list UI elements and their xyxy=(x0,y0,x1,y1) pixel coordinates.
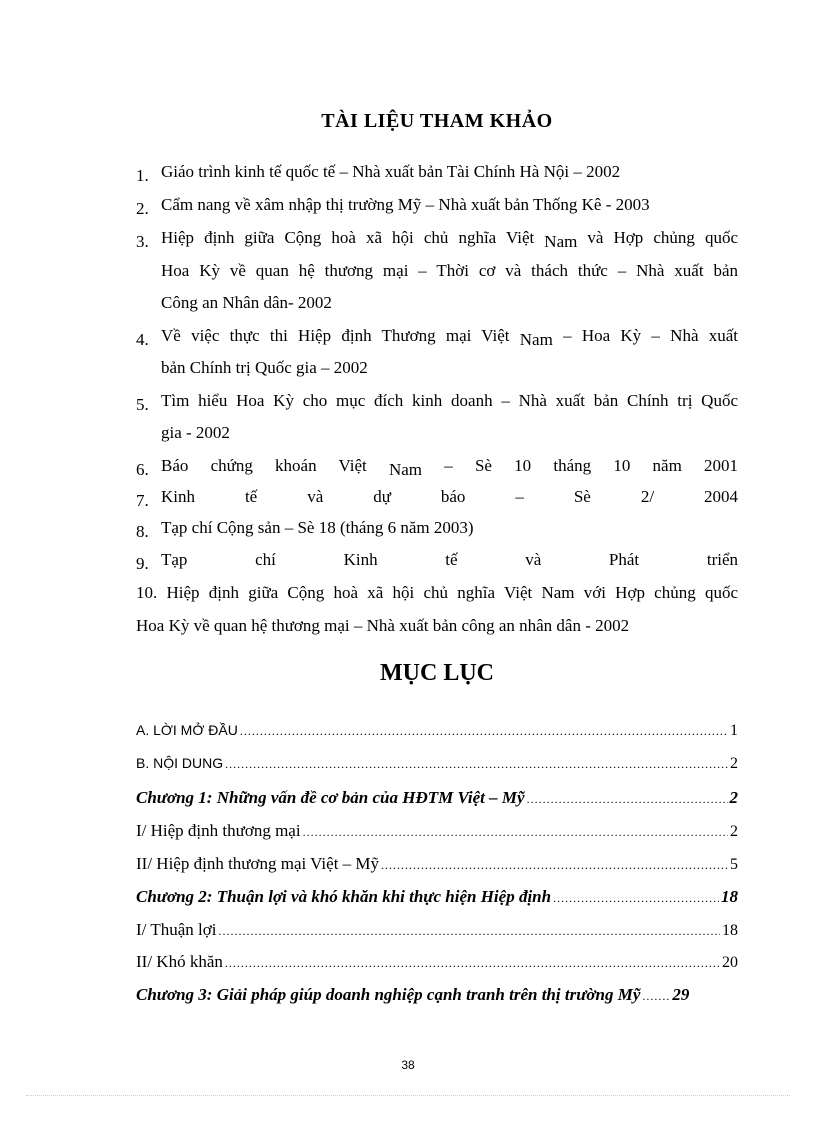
reference-item xyxy=(136,226,738,250)
reference-number: 9. xyxy=(136,554,149,573)
reference-text-line: Hoa Kỳ về quan hệ thương mại – Thời cơ và thách thức – Nhà xuất bản xyxy=(161,261,738,280)
toc-page-number: 1 xyxy=(730,722,738,739)
toc-page-number: 2 xyxy=(730,823,738,840)
reference-item xyxy=(136,389,738,413)
dot-leader xyxy=(553,891,719,906)
toc-page-number: 29 xyxy=(672,985,690,1004)
reference-item xyxy=(136,454,738,478)
toc-chapter-entry: Chương 2: Thuận lợi và khó khăn khi thực hiện Hiệp định ..... 18 xyxy=(136,887,738,913)
reference-item xyxy=(136,160,738,184)
reference-number: 6. xyxy=(136,460,149,479)
toc-entry: B. NỘI DUNG ..... 2 xyxy=(136,755,738,781)
reference-number: 4. xyxy=(136,330,149,349)
dot-leader xyxy=(218,924,720,939)
dot-leader xyxy=(225,956,720,971)
toc-page-number: 5 xyxy=(730,856,738,873)
toc-entry: A. LỜI MỞ ĐẦU ..... 1 xyxy=(136,722,738,748)
toc-entry: I/ Hiệp định thương mại ..... 2 xyxy=(136,821,738,847)
dot-leader xyxy=(381,858,728,873)
toc-page-number: 18 xyxy=(722,922,738,939)
reference-text: 10. Hiệp định giữa Cộng hoà xã hội chủ nghĩa Việt Nam với Hợp chủng quốc xyxy=(136,583,738,602)
reference-item xyxy=(136,485,738,509)
dot-leader xyxy=(527,792,728,807)
dot-leader xyxy=(642,989,670,1004)
toc-page-number: 2 xyxy=(729,788,738,807)
reference-text-line: Hoa Kỳ về quan hệ thương mại – Nhà xuất bản công an nhân dân - 2002 xyxy=(136,616,630,635)
toc-chapter-entry: Chương 1: Những vấn đề cơ bản của HĐTM Việt – Mỹ ..... 2 xyxy=(136,788,738,814)
reference-item xyxy=(136,516,738,540)
reference-number: 1. xyxy=(136,166,149,185)
reference-text: Hiệp định giữa Cộng hoà xã hội chủ nghĩa Việt Nam và Hợp chủng quốc xyxy=(161,228,738,251)
toc-entry: II/ Hiệp định thương mại Việt – Mỹ ..... 5 xyxy=(136,854,738,880)
toc-title: MỤC LỤC xyxy=(380,660,494,686)
reference-text: Cẩm nang về xâm nhập thị trường Mỹ – Nhà xuất bản Thống Kê - 2003 xyxy=(161,195,650,214)
toc-entry: II/ Khó khăn ..... 20 xyxy=(136,952,738,978)
reference-item xyxy=(136,548,738,572)
toc-entry: I/ Thuận lợi ..... 18 xyxy=(136,920,738,946)
toc-page-number: 2 xyxy=(730,755,738,772)
dot-leader xyxy=(303,825,728,840)
footer-divider xyxy=(26,1095,790,1096)
reference-number: 5. xyxy=(136,395,149,414)
reference-text: Kinh tế và dự báo – Sè 2/ 2004 xyxy=(161,487,738,506)
references-title: TÀI LIỆU THAM KHẢO xyxy=(321,110,553,132)
reference-text: Tạp chí Cộng sản – Sè 18 (tháng 6 năm 2003) xyxy=(161,518,474,537)
reference-number: 3. xyxy=(136,232,149,251)
toc-chapter-entry: Chương 3: Giải pháp giúp doanh nghiệp cạnh tranh trên thị trường Mỹ ..... 29 xyxy=(136,985,738,1011)
toc-page-number: 20 xyxy=(722,954,738,971)
reference-number: 2. xyxy=(136,199,149,218)
reference-item xyxy=(136,324,738,348)
reference-item xyxy=(136,193,738,217)
reference-text-line: gia - 2002 xyxy=(161,423,230,442)
page-number: 38 xyxy=(401,1058,415,1072)
reference-text-line: bản Chính trị Quốc gia – 2002 xyxy=(161,358,368,377)
reference-text-line: Công an Nhân dân- 2002 xyxy=(161,293,332,312)
reference-number: 7. xyxy=(136,491,149,510)
reference-text: Về việc thực thi Hiệp định Thương mại Việt Nam – Hoa Kỳ – Nhà xuất xyxy=(161,326,739,349)
reference-text: Báo chứng khoán Việt Nam – Sè 10 tháng 10 năm 2001 xyxy=(161,456,739,479)
reference-text: Tìm hiểu Hoa Kỳ cho mục đích kinh doanh – Nhà xuất bản Chính trị Quốc xyxy=(161,391,738,410)
reference-text: Giáo trình kinh tế quốc tế – Nhà xuất bản Tài Chính Hà Nội – 2002 xyxy=(161,162,621,181)
reference-text: Tạp chí Kinh tế và Phát triển xyxy=(161,550,738,569)
dot-leader xyxy=(225,757,728,772)
toc-page-number: 18 xyxy=(721,887,738,906)
dot-leader xyxy=(240,724,728,739)
reference-item xyxy=(136,581,738,605)
reference-number: 8. xyxy=(136,522,149,541)
